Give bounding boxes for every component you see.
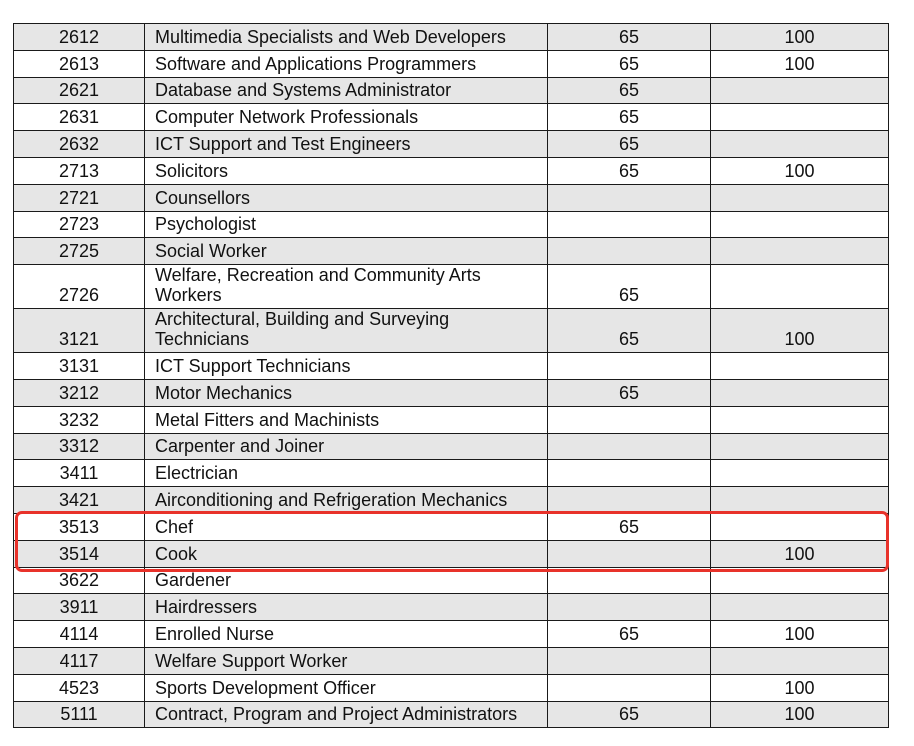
occupation-cell: ICT Support Technicians: [145, 353, 548, 380]
code-cell: 3411: [14, 460, 145, 487]
table-row: [14, 309, 889, 353]
value-65-cell: [548, 567, 711, 594]
code-cell: 2621: [14, 77, 145, 104]
code-cell: 2613: [14, 50, 145, 77]
value-65-cell: [548, 487, 711, 514]
table-row: [14, 513, 889, 540]
code-cell: 3212: [14, 379, 145, 406]
table-row: [14, 379, 889, 406]
occupation-cell: Hairdressers: [145, 594, 548, 621]
value-100-cell: [711, 211, 889, 238]
table-row: [14, 238, 889, 265]
occupation-cell: Multimedia Specialists and Web Developers: [145, 24, 548, 51]
code-cell: 2632: [14, 131, 145, 158]
table-row: [14, 487, 889, 514]
occupation-cell: Contract, Program and Project Administrators: [145, 701, 548, 728]
value-100-cell: 100: [711, 540, 889, 567]
occupation-cell: Enrolled Nurse: [145, 621, 548, 648]
value-100-cell: [711, 238, 889, 265]
table-row: [14, 184, 889, 211]
code-cell: 2726: [14, 265, 145, 309]
table-row: [14, 104, 889, 131]
value-100-cell: [711, 77, 889, 104]
value-100-cell: [711, 131, 889, 158]
occupation-cell: Architectural, Building and Surveying Technicians: [145, 309, 548, 353]
value-65-cell: [548, 238, 711, 265]
code-cell: 3312: [14, 433, 145, 460]
code-cell: 4117: [14, 647, 145, 674]
table-row: [14, 353, 889, 380]
value-65-cell: [548, 594, 711, 621]
occupation-cell: Computer Network Professionals: [145, 104, 548, 131]
table-row: [14, 77, 889, 104]
value-65-cell: [548, 353, 711, 380]
value-65-cell: [548, 647, 711, 674]
table-row: [14, 24, 889, 51]
table-row: [14, 265, 889, 309]
code-cell: 5111: [14, 701, 145, 728]
code-cell: 3514: [14, 540, 145, 567]
value-65-cell: 65: [548, 131, 711, 158]
occupation-cell: Electrician: [145, 460, 548, 487]
table-row: [14, 406, 889, 433]
value-65-cell: [548, 433, 711, 460]
value-100-cell: 100: [711, 674, 889, 701]
occupation-cell: Chef: [145, 513, 548, 540]
value-65-cell: 65: [548, 513, 711, 540]
code-cell: 2725: [14, 238, 145, 265]
occupation-cell: Motor Mechanics: [145, 379, 548, 406]
code-cell: 2723: [14, 211, 145, 238]
table-row: [14, 540, 889, 567]
occupation-cell: Cook: [145, 540, 548, 567]
code-cell: 4114: [14, 621, 145, 648]
occupation-cell: ICT Support and Test Engineers: [145, 131, 548, 158]
table-row: [14, 131, 889, 158]
table-row: [14, 433, 889, 460]
occupation-cell: Airconditioning and Refrigeration Mechanics: [145, 487, 548, 514]
value-65-cell: [548, 211, 711, 238]
occupation-cell: Welfare, Recreation and Community Arts Workers: [145, 265, 548, 309]
value-100-cell: [711, 104, 889, 131]
value-65-cell: 65: [548, 157, 711, 184]
code-cell: 3911: [14, 594, 145, 621]
table-row: [14, 701, 889, 728]
value-100-cell: [711, 184, 889, 211]
value-65-cell: 65: [548, 24, 711, 51]
value-100-cell: [711, 513, 889, 540]
code-cell: 3421: [14, 487, 145, 514]
table-row: [14, 647, 889, 674]
occupation-cell: Software and Applications Programmers: [145, 50, 548, 77]
code-cell: 2713: [14, 157, 145, 184]
value-65-cell: 65: [548, 265, 711, 309]
value-100-cell: 100: [711, 157, 889, 184]
table-row: [14, 621, 889, 648]
code-cell: 3232: [14, 406, 145, 433]
code-cell: 2721: [14, 184, 145, 211]
value-65-cell: [548, 674, 711, 701]
value-65-cell: 65: [548, 309, 711, 353]
code-cell: 2612: [14, 24, 145, 51]
table-row: [14, 460, 889, 487]
table-row: [14, 157, 889, 184]
value-65-cell: [548, 184, 711, 211]
occupation-cell: Database and Systems Administrator: [145, 77, 548, 104]
table-row: [14, 50, 889, 77]
value-100-cell: 100: [711, 50, 889, 77]
code-cell: 4523: [14, 674, 145, 701]
value-100-cell: [711, 487, 889, 514]
occupation-cell: Welfare Support Worker: [145, 647, 548, 674]
value-100-cell: 100: [711, 24, 889, 51]
value-100-cell: [711, 567, 889, 594]
occupation-cell: Carpenter and Joiner: [145, 433, 548, 460]
table-row: [14, 594, 889, 621]
code-cell: 2631: [14, 104, 145, 131]
code-cell: 3121: [14, 309, 145, 353]
occupation-cell: Gardener: [145, 567, 548, 594]
value-65-cell: 65: [548, 77, 711, 104]
value-100-cell: [711, 353, 889, 380]
value-100-cell: 100: [711, 701, 889, 728]
code-cell: 3131: [14, 353, 145, 380]
occupation-cell: Metal Fitters and Machinists: [145, 406, 548, 433]
table-row: [14, 211, 889, 238]
value-100-cell: [711, 433, 889, 460]
value-65-cell: 65: [548, 104, 711, 131]
value-65-cell: [548, 540, 711, 567]
code-cell: 3513: [14, 513, 145, 540]
code-cell: 3622: [14, 567, 145, 594]
value-100-cell: [711, 379, 889, 406]
value-100-cell: [711, 647, 889, 674]
occupation-cell: Solicitors: [145, 157, 548, 184]
value-65-cell: 65: [548, 379, 711, 406]
value-65-cell: 65: [548, 50, 711, 77]
occupation-cell: Sports Development Officer: [145, 674, 548, 701]
occupation-cell: Social Worker: [145, 238, 548, 265]
value-65-cell: 65: [548, 621, 711, 648]
value-65-cell: [548, 460, 711, 487]
value-65-cell: [548, 406, 711, 433]
occupation-cell: Counsellors: [145, 184, 548, 211]
value-100-cell: [711, 406, 889, 433]
table-row: [14, 567, 889, 594]
value-100-cell: [711, 460, 889, 487]
occupation-table-container: [13, 23, 889, 728]
table-row: [14, 674, 889, 701]
occupation-cell: Psychologist: [145, 211, 548, 238]
occupation-table: [13, 23, 889, 728]
value-100-cell: [711, 594, 889, 621]
value-100-cell: 100: [711, 621, 889, 648]
value-100-cell: 100: [711, 309, 889, 353]
value-65-cell: 65: [548, 701, 711, 728]
value-100-cell: [711, 265, 889, 309]
